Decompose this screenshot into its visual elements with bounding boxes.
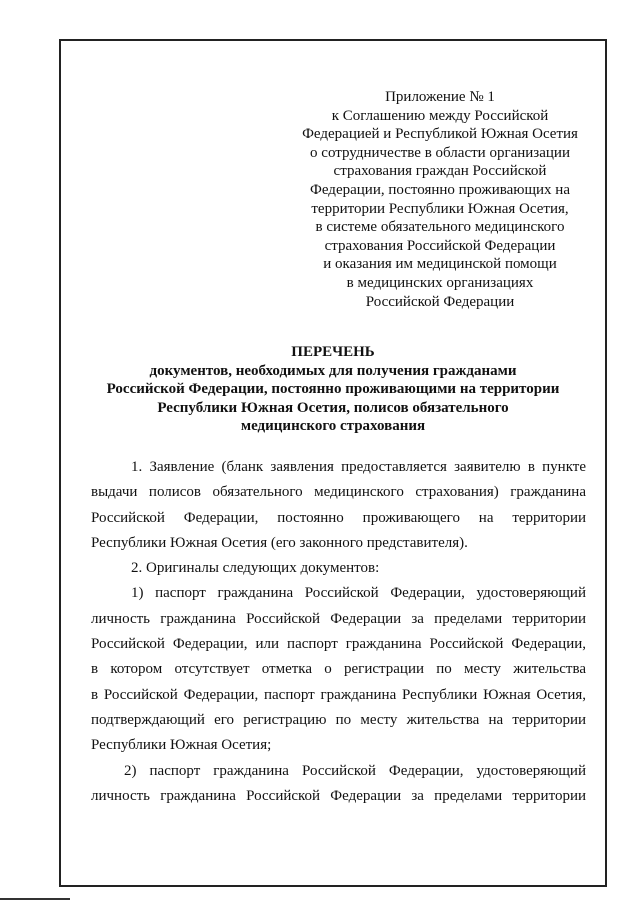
title-line: документов, необходимых для получения гражданами	[149, 362, 517, 379]
document-body	[91, 455, 586, 809]
annex-header	[285, 88, 595, 311]
annex-line: Федерацией и Республикой Южная Осетия	[302, 126, 578, 143]
body-line: в котором отсутствует отметка о регистрации по месту жительства	[91, 661, 586, 678]
annex-line: территории Республики Южная Осетия,	[311, 200, 569, 217]
body-line: выдачи полисов обязательного медицинского страхования) гражданина	[91, 484, 586, 501]
body-line: 2. Оригиналы следующих документов:	[131, 560, 380, 577]
body-line: 1) паспорт гражданина Российской Федерации, удостоверяющий	[131, 585, 586, 602]
scan-edge-line	[0, 898, 70, 900]
body-line: 1. Заявление (бланк заявления предоставляется заявителю в пункте	[131, 459, 586, 475]
annex-line: страхования Российской Федерации	[324, 237, 556, 254]
title-heading: ПЕРЕЧЕНЬ	[291, 344, 375, 360]
annex-line: в медицинских организациях	[346, 274, 534, 291]
annex-line: Российской Федерации	[365, 293, 515, 310]
annex-line: о сотрудничестве в области организации	[310, 144, 570, 161]
title-line: Российской Федерации, постоянно проживающими на территории	[106, 381, 560, 398]
body-line: личность гражданина Российской Федерации за пределами территории	[91, 610, 586, 627]
body-line: Республики Южная Осетия;	[91, 737, 272, 754]
body-line: Российской Федерации, или паспорт гражданина Российской Федерации,	[91, 636, 586, 653]
title-line: медицинского страхования	[240, 418, 426, 435]
body-line: личность гражданина Российской Федерации за пределами территории	[91, 787, 586, 804]
annex-line: Федерации, постоянно проживающих на	[310, 181, 570, 198]
body-line: в Российской Федерации, паспорт гражданина Республики Южная Осетия,	[91, 686, 586, 703]
body-line: 2) паспорт гражданина Российской Федерации, удостоверяющий	[124, 762, 586, 779]
annex-line: в системе обязательного медицинского	[315, 219, 565, 236]
title-line: Республики Южная Осетия, полисов обязательного	[157, 399, 509, 416]
body-line: Республики Южная Осетия (его законного представителя).	[91, 534, 468, 551]
body-line: подтверждающий его регистрацию по месту жительства на территории	[91, 711, 586, 728]
annex-line: страхования граждан Российской	[333, 163, 547, 180]
annex-line: к Соглашению между Российской	[331, 107, 549, 124]
body-line: Российской Федерации, постоянно проживающего на территории	[91, 509, 586, 526]
annex-line: и оказания им медицинской помощи	[323, 256, 557, 273]
document-title	[60, 343, 606, 436]
annex-line: Приложение № 1	[385, 89, 495, 105]
